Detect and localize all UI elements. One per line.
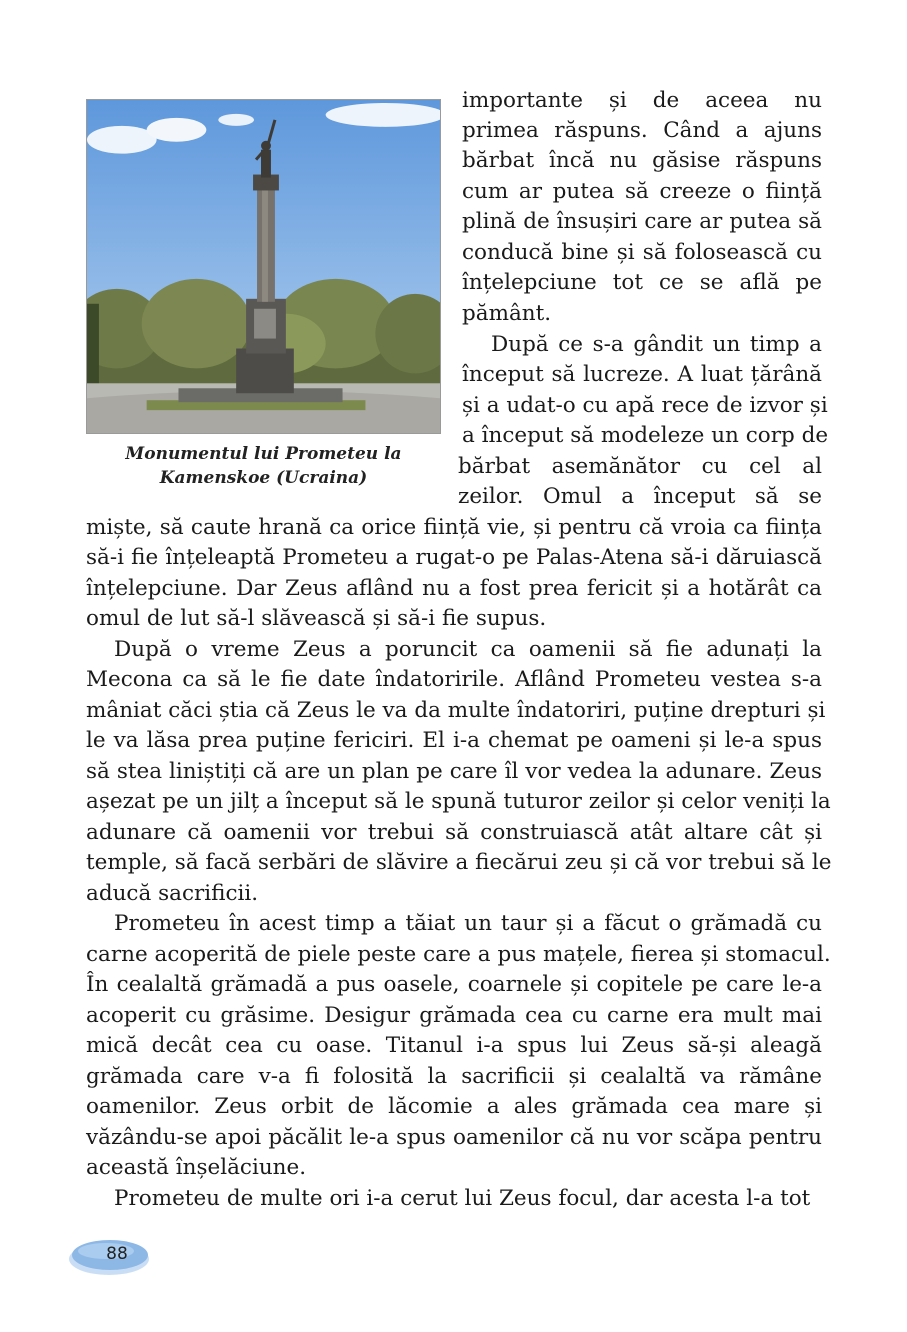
text-line: început să lucreze. A luat țărână [462, 362, 822, 387]
text-line: adunare că oamenii vor trebui să construiască atât altare cât și [86, 820, 822, 845]
text-line: bărbat încă nu găsise răspuns [462, 148, 822, 173]
text-line: Prometeu de multe ori i-a cerut lui Zeus focul, dar acesta l-a tot [114, 1186, 811, 1211]
text-line: și a udat-o cu apă rece de izvor și [462, 393, 828, 418]
text-line: așezat pe un jilț a început să le spună tuturor zeilor și celor veniți la [86, 789, 831, 814]
text-line: cum ar putea să creeze o ființă [462, 179, 822, 204]
text-line: această înșelăciune. [86, 1155, 307, 1180]
text-line: După o vreme Zeus a poruncit ca oamenii să fie adunați la [114, 637, 822, 662]
text-line: zeilor. Omul a început să se [458, 484, 822, 509]
text-line: temple, să facă serbări de slăvire a fiecărui zeu și că vor trebui să le [86, 850, 832, 875]
text-line: După ce s-a gândit un timp a [491, 332, 822, 357]
text-line: înțelepciune tot ce se află pe [462, 270, 822, 295]
caption-line: Kamenskoe (Ucraina) [159, 468, 368, 488]
monument-photo-illustration [87, 100, 440, 433]
figure-caption [86, 442, 441, 490]
text-line: văzându-se apoi păcălit le-a spus oamenilor că nu vor scăpa pentru [86, 1125, 822, 1150]
text-line: importante și de aceea nu [462, 88, 822, 113]
text-line: În cealaltă grămadă a pus oasele, coarnele și copitele pe care le-a [86, 972, 822, 997]
page-number: 88 [106, 1244, 128, 1264]
text-line: omul de lut să-l slăvească și să-i fie supus. [86, 606, 547, 631]
text-line: miște, să caute hrană ca orice ființă vie, și pentru că vroia ca ființa [86, 515, 822, 540]
text-line: plină de însușiri care ar putea să [462, 209, 822, 234]
text-line: să stea liniștiți că are un plan pe care îl vor vedea la adunare. Zeus [86, 759, 822, 784]
text-line: bărbat asemănător cu cel al [458, 454, 822, 479]
text-line: mică decât cea cu oase. Titanul i-a spus lui Zeus să-și aleagă [86, 1033, 822, 1058]
text-line: a început să modeleze un corp de [462, 423, 829, 448]
text-line: pământ. [462, 301, 552, 326]
text-line: Prometeu în acest timp a tăiat un taur și a făcut o grămadă cu [114, 911, 822, 936]
caption-line: Monumentul lui Prometeu la [125, 444, 402, 464]
text-line: primea răspuns. Când a ajuns [462, 118, 822, 143]
text-line: le va lăsa prea puține fericiri. El i-a chemat pe oameni și le-a spus [86, 728, 822, 753]
text-line: să-i fie înțeleaptă Prometeu a rugat-o pe Palas-Atena să-i dăruiască [86, 545, 822, 570]
text-line: acoperit cu grăsime. Desigur grămada cea cu carne era mult mai [86, 1003, 822, 1028]
text-line: carne acoperită de piele peste care a pus mațele, fierea și stomacul. [86, 942, 831, 967]
monument-photo [86, 99, 441, 434]
text-line: mâniat căci știa că Zeus le va da multe îndatoriri, puține drepturi și [86, 698, 826, 723]
text-line: aducă sacrificii. [86, 881, 259, 906]
text-line: înțelepciune. Dar Zeus aflând nu a fost prea fericit și a hotărât ca [86, 576, 822, 601]
text-line: Mecona ca să le fie date îndatoririle. Aflând Prometeu vestea s-a [86, 667, 822, 692]
text-line: conducă bine și să folosească cu [462, 240, 822, 265]
text-line: grămada care v-a fi folosită la sacrificii și cealaltă va rămâne [86, 1064, 822, 1089]
text-line: oamenilor. Zeus orbit de lăcomie a ales grămada cea mare și [86, 1094, 822, 1119]
